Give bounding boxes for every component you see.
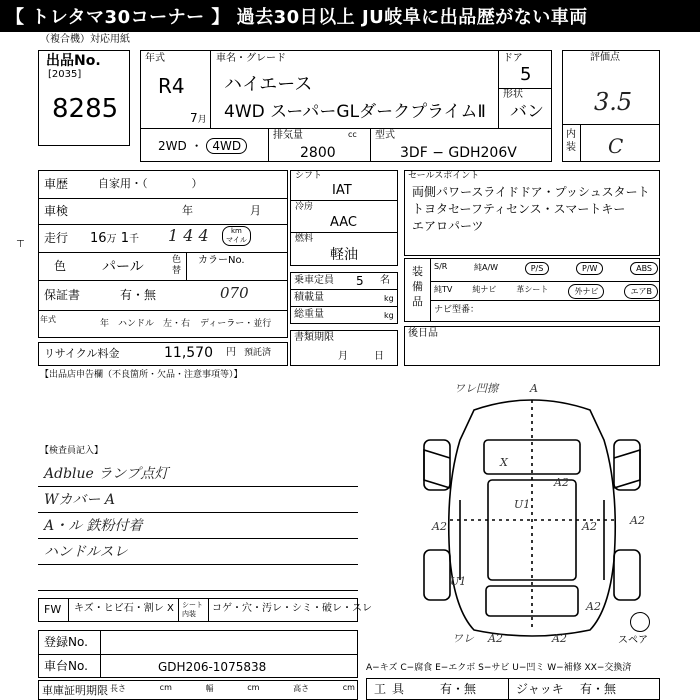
history-label: 車歴 (44, 177, 69, 191)
doors-value: 5 (520, 64, 532, 85)
diagram-mark-side: A2 (630, 514, 645, 527)
equip-airbag: エアB (624, 284, 658, 299)
nav-model-label: ナビ型番： (434, 305, 480, 315)
doors-label: ドア (503, 53, 523, 64)
equip-leather: 革シート (516, 285, 549, 294)
mileage-value: 16万 1千 (90, 231, 139, 246)
model-code-label: 型式 (375, 130, 395, 141)
equipment-row-2 (434, 284, 658, 299)
lot-label: 出品No. (46, 53, 101, 69)
mileage-handwritten: 1 4 4 (168, 226, 209, 245)
capacity-label-2: 総重量 (294, 309, 324, 320)
diagram-mark-bottom-a: A2 (488, 632, 503, 645)
recycle-value: 11,570 (164, 345, 213, 361)
certificate-label: 車庫証明期限 (42, 684, 108, 697)
vehicle-damage-diagram (404, 380, 660, 650)
equipment-row-1 (434, 262, 658, 275)
capacity-label-0: 乗車定員 (294, 275, 334, 286)
jack-value: 有・無 (580, 682, 617, 696)
later-items-label: 後日品 (408, 328, 438, 339)
year-era: R4 (158, 74, 185, 98)
year-type-label: 年式 (40, 315, 56, 324)
shift-value: IAT (332, 183, 352, 198)
details-box (38, 170, 288, 338)
drive-type: 2WD ・ 4WD (158, 138, 247, 154)
drive-4wd-circle: 4WD (206, 138, 247, 154)
fw-label: FW (44, 603, 62, 616)
inspector-line-1: Adblue ランプ点灯 (44, 466, 169, 482)
legend: A−キズ C−腐食 E−エクボ S−サビ U−凹ミ W−補修 XX−交換済 (366, 663, 632, 673)
later-items-box (404, 326, 660, 366)
fuel-value: 軽油 (330, 247, 358, 263)
warranty-value: 有・無 (120, 288, 157, 302)
equip-ext-nav: 外ナビ (568, 284, 604, 299)
body-type-value: バン (510, 102, 544, 122)
docs-label: 書類期限 (294, 332, 334, 343)
color-change-label: 色替 (172, 255, 182, 276)
equip-aw: 純A/W (474, 263, 499, 272)
inspection-label: 車検 (44, 204, 69, 218)
interior-value: C (608, 134, 624, 158)
score-value: 3.5 (594, 88, 633, 116)
model-name: ハイエース (224, 74, 313, 95)
color-value: パール (102, 259, 144, 275)
recycle-unit: 円 (226, 347, 236, 358)
seat-label: シート内装 (182, 601, 203, 618)
color-no-value: 070 (220, 284, 249, 302)
lot-number: 8285 (52, 94, 119, 124)
interior-label: 内装 (566, 129, 576, 153)
chassis-value: GDH206-1075838 (158, 660, 267, 674)
history-value: 自家用・（ ） (98, 177, 203, 190)
color-label: 色 (54, 259, 67, 273)
inspector-line-4: ハンドルスレ (44, 544, 128, 560)
year-type-handle: ハンドル 左・右 (118, 319, 191, 329)
capacity-unit-2: kg (384, 311, 394, 320)
equipment-label: 装備品 (412, 265, 423, 308)
equip-ps: P/S (525, 262, 550, 275)
fuel-label: 燃料 (295, 234, 314, 244)
diagram-mark-right: A2 (582, 520, 597, 533)
diagram-mark-top-left: ワレ凹擦 (454, 382, 498, 395)
inspector-line-2: Wカバー A (44, 492, 115, 508)
diagram-mark-left: A2 (432, 520, 447, 533)
equip-pw: P/W (576, 262, 603, 275)
spare-label: スペア (618, 635, 648, 646)
margin-tick: ⊤ (16, 239, 25, 250)
shift-label: シフト (295, 171, 323, 181)
seller-note-label: 【出品店申告欄（不良箇所・欠品・注意事項等）】 (40, 370, 243, 380)
diagram-mark-x: X (500, 456, 508, 469)
score-label: 評価点 (590, 52, 620, 63)
form-note: （複合機）対応用紙 (40, 34, 130, 45)
chassis-label: 車台No. (44, 659, 88, 673)
year-type-year: 年 (100, 319, 110, 329)
inspector-label: 【検査員記入】 (40, 446, 104, 456)
tools-value: 有・無 (440, 682, 477, 696)
sales-line-2: トヨタセーフティセンス・スマートキー (412, 202, 626, 216)
diagram-mark-top: A (530, 382, 538, 395)
fw-items: キズ・ヒビ石・割レ X (74, 603, 174, 614)
capacity-value-0: 5 (356, 274, 364, 288)
inspector-line-3: A・ル 鉄粉付着 (44, 518, 143, 534)
model-label: 車名・グレード (216, 53, 286, 64)
docs-unit: 月日 (338, 351, 410, 362)
sales-line-3: エアロパーツ (412, 219, 484, 233)
diagram-mark-center: U1 (514, 498, 531, 511)
capacity-unit-0: 名 (380, 275, 390, 286)
spare-tire-icon (630, 612, 650, 632)
recycle-note: 預託済 (244, 348, 272, 358)
capacity-unit-1: kg (384, 294, 394, 303)
banner-title: 【 トレタマ30コーナー 】 過去30日以上 JU岐阜に出品歴がない車両 (0, 0, 700, 32)
capacity-label-1: 積載量 (294, 292, 324, 303)
year-type-dealer: ディーラー・並行 (200, 319, 272, 329)
year-month: 7月 (190, 111, 207, 125)
year-label: 年式 (145, 53, 165, 64)
warranty-label: 保証書 (44, 288, 81, 302)
mileage-unit: km マイル (222, 226, 251, 246)
lot-stamp: [2035] (48, 69, 82, 80)
jack-label: ジャッキ (516, 682, 564, 696)
diagram-mark-rear-right: A2 (586, 600, 601, 613)
recycle-label: リサイクル料金 (44, 347, 120, 360)
equip-nav: 純ナビ (472, 285, 497, 294)
body-type-label: 形状 (503, 89, 523, 100)
diagram-mark-mid: A2 (554, 476, 569, 489)
equip-sr: S/R (434, 262, 448, 271)
diagram-mark-bottom-b: A2 (552, 632, 567, 645)
color-no-label: カラーNo. (198, 255, 245, 266)
displacement-value: 2800 (300, 145, 336, 161)
inspection-month-unit: 月 (250, 204, 261, 217)
ac-label: 冷房 (295, 202, 314, 212)
model-grade: 4WD スーパーGLダークプライムⅡ (224, 102, 486, 122)
diagram-mark-bottom-left: ワレ (452, 632, 474, 645)
diagram-mark-rear-left: U1 (450, 575, 467, 588)
mileage-label: 走行 (44, 231, 69, 245)
certificate-dims: 長さ cm 幅 cm 高さ cm (110, 683, 355, 693)
ac-value: AAC (330, 215, 357, 230)
sales-line-1: 両側パワースライドドア・プッシュスタート (412, 185, 650, 199)
displacement-label: 排気量 (273, 130, 303, 141)
displacement-unit: cc (348, 130, 357, 139)
sales-label: セールスポイント (408, 171, 480, 181)
equip-tv: 純TV (434, 285, 453, 294)
reg-label: 登録No. (44, 635, 88, 649)
seat-items: コゲ・穴・汚レ・シミ・破レ・スレ (212, 603, 372, 614)
equip-abs: ABS (630, 262, 658, 275)
inspection-year-unit: 年 (182, 204, 193, 217)
tools-label: 工具 (374, 682, 411, 696)
model-code-value: 3DF − GDH206V (400, 145, 517, 161)
